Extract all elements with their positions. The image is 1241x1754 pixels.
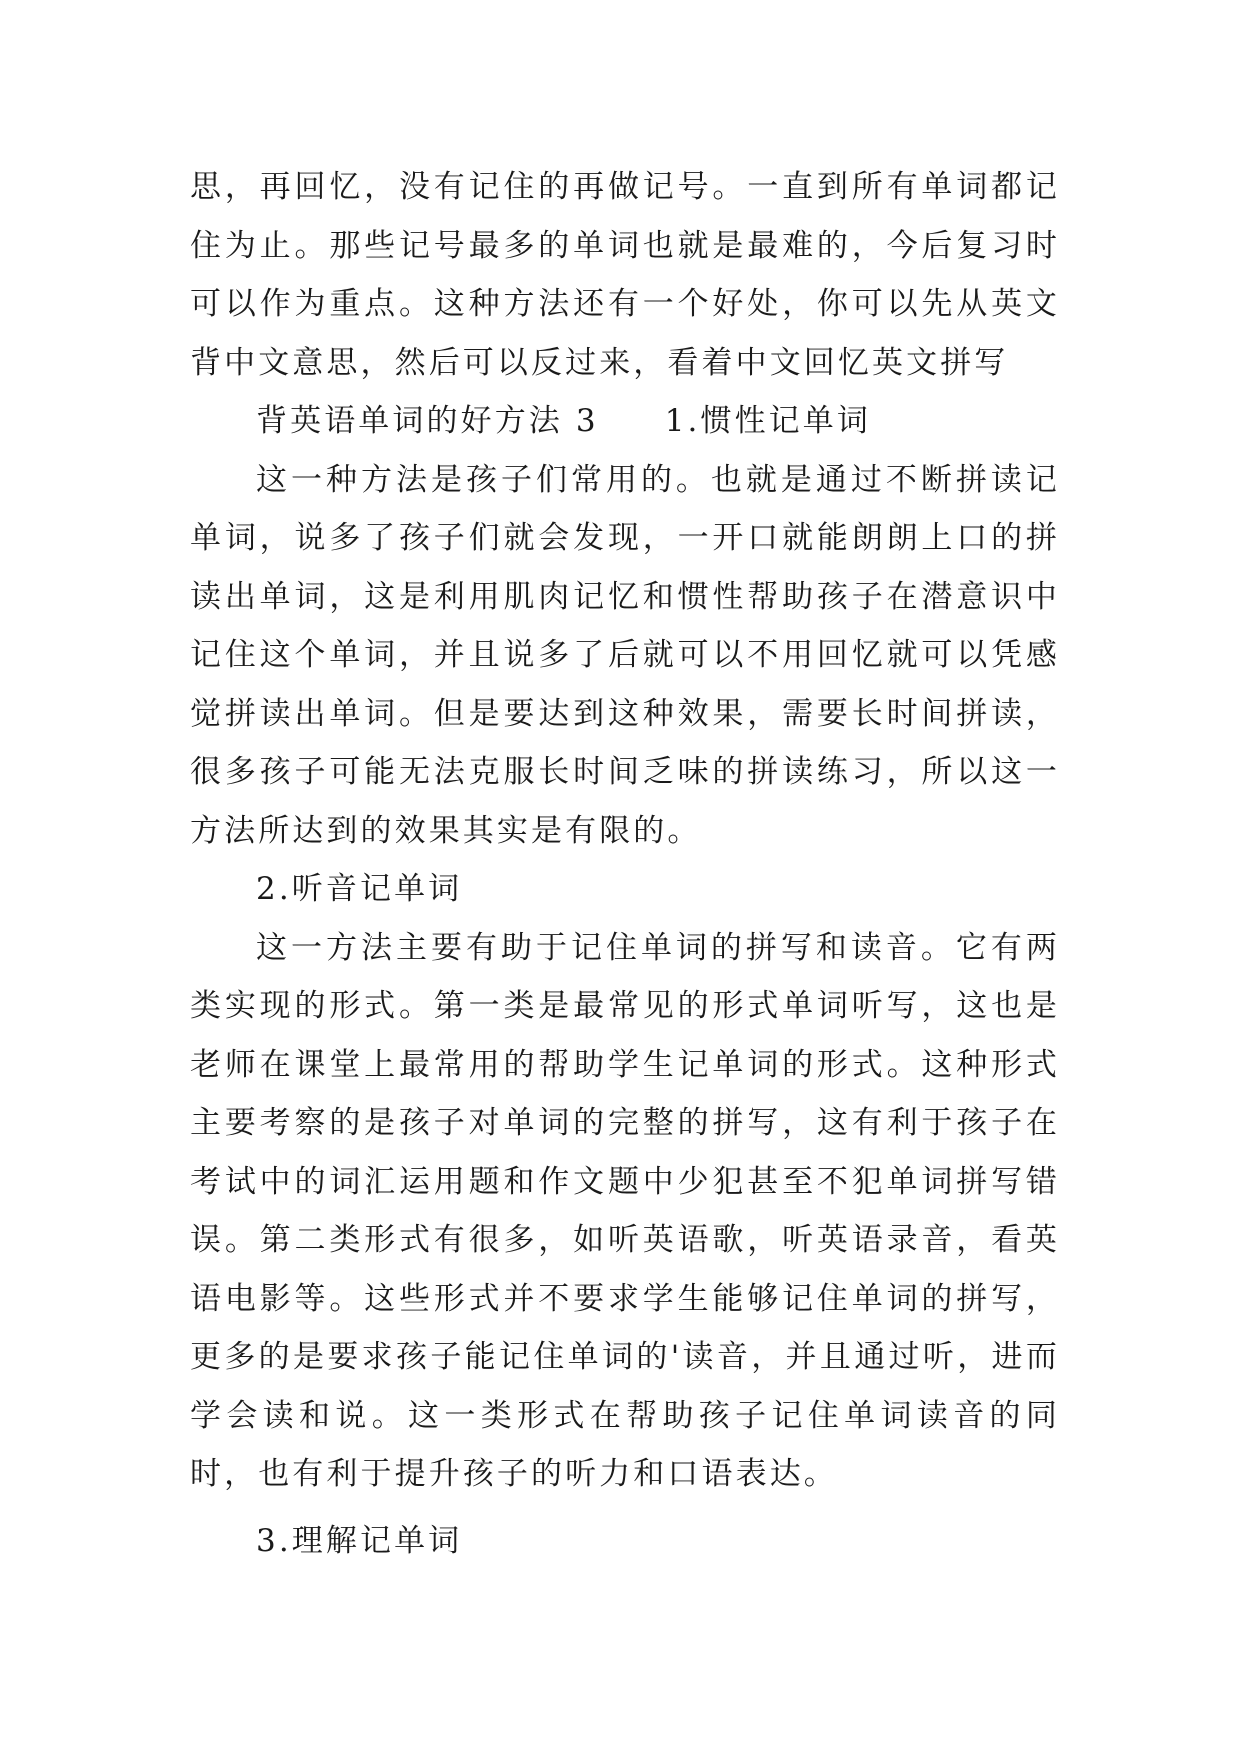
subheading-3: 3.理解记单词	[256, 1522, 463, 1559]
subheading-2: 2.听音记单词	[256, 871, 463, 907]
paragraph-1: 这一种方法是孩子们常用的。也就是通过不断拼读记单词，说多了孩子们就会发现，一开口就能朗朗上口的拼读出单词，这是利用肌肉记忆和惯性帮助孩子在潜意识中记住这个单词，并且说多了后就可以不用回忆就可以凭感觉拼读出单词。但是要达到这种效果，需要长时间拼读，很多孩子可能无法克服长时间乏味的拼读练习，所以这一方法所达到的效果其实是有限的。	[190, 461, 1060, 849]
paragraph-continued: 思，再回忆，没有记住的再做记号。一直到所有单词都记住为止。那些记号最多的单词也就是最难的，今后复习时可以作为重点。这种方法还有一个好处，你可以先从英文背中文意思，然后可以反过来，看着中文回忆英文拼写	[190, 169, 1060, 381]
section-heading-line	[190, 392, 1060, 451]
paragraph-2: 这一方法主要有助于记住单词的拼写和读音。它有两类实现的形式。第一类是最常见的形式单词听写，这也是老师在课堂上最常用的帮助学生记单词的形式。这种形式主要考察的是孩子对单词的完整的拼写，这有利于孩子在考试中的词汇运用题和作文题中少犯甚至不犯单词拼写错误。第二类形式有很多，如听英语歌，听英语录音，看英语电影等。这些形式并不要求学生能够记住单词的拼写，更多的是要求孩子能记住单词的'读音，并且通过听，进而学会读和说。这一类形式在帮助孩子记住单词读音的同时，也有利于提升孩子的听力和口语表达。	[190, 929, 1060, 1492]
document-body	[190, 158, 1060, 1570]
section-title: 背英语单词的好方法 3	[256, 403, 599, 439]
subheading-1: 1.惯性记单词	[664, 403, 871, 439]
